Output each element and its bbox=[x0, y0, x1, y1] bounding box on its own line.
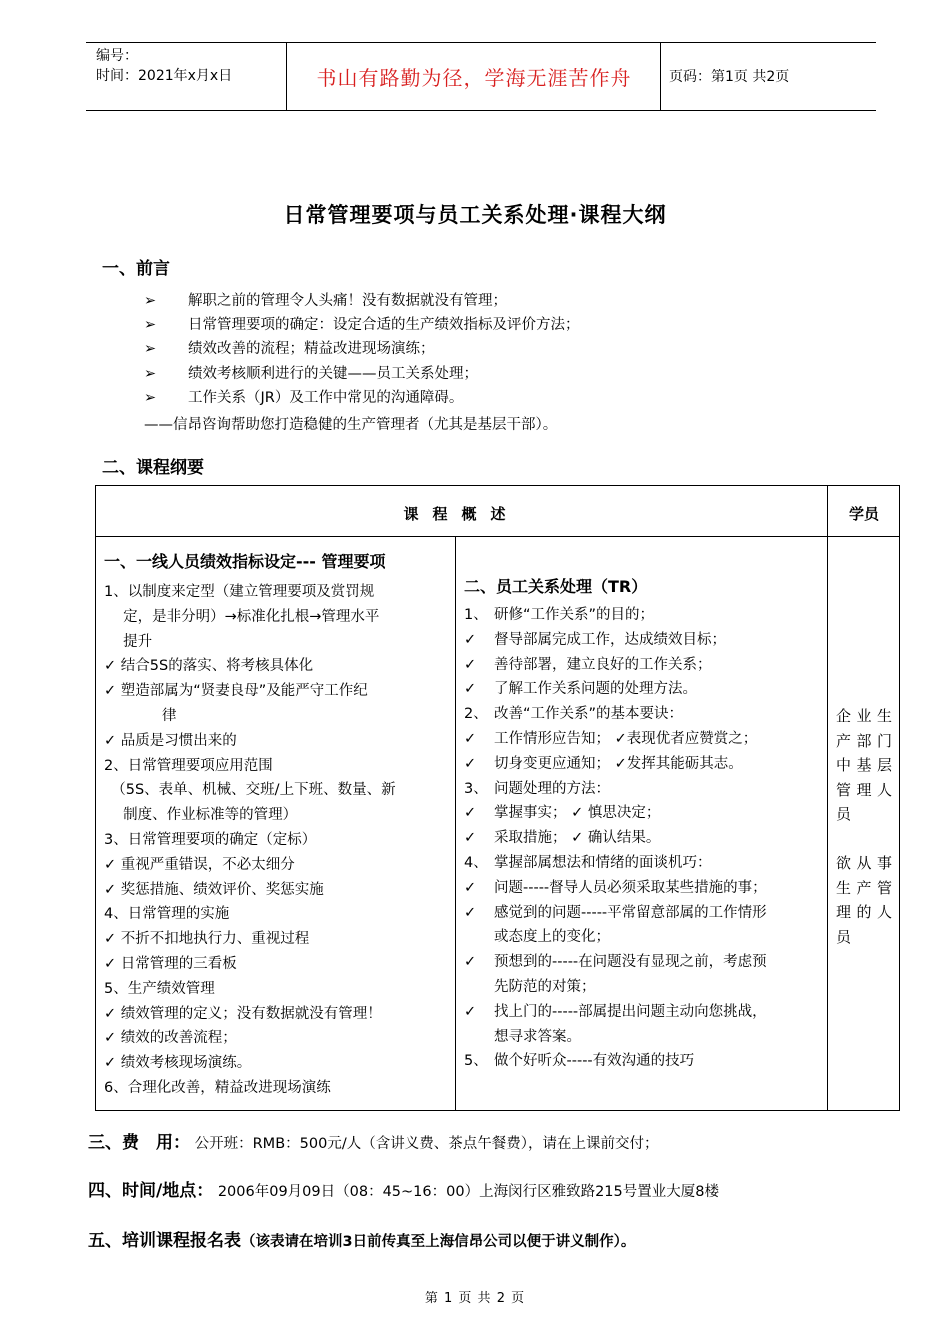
right-column-line bbox=[464, 851, 824, 876]
section-heading-outline: 二、课程纲要 bbox=[102, 458, 204, 478]
table-header-student: 学员 bbox=[848, 505, 879, 523]
right-column-text: 感觉到的问题-----平常留意部属的工作情形 bbox=[494, 904, 767, 921]
left-column-line: ✓ 奖惩措施、绩效评价、奖惩实施 bbox=[104, 881, 324, 898]
arrow-bullet-icon: ➢ bbox=[144, 317, 157, 334]
right-column-text: 督导部属完成工作，达成绩效目标； bbox=[494, 631, 726, 648]
left-column-lines bbox=[104, 580, 449, 1101]
student-line: 管理人 bbox=[836, 780, 892, 799]
preface-note: ——信昂咨询帮助您打造稳健的生产管理者（尤其是基层干部）。 bbox=[144, 417, 558, 433]
right-column-text: 善待部署，建立良好的工作关系； bbox=[494, 656, 712, 673]
right-column-text: 掌握事实； ✓ 慎思决定； bbox=[494, 805, 661, 822]
left-column-line: （5S、表单、机械、交班/上下班、数量、新 bbox=[104, 782, 396, 799]
right-column-text: 预想到的-----在问题没有显现之前，考虑预 bbox=[494, 954, 767, 971]
right-column-line bbox=[464, 801, 824, 826]
item-number: 4、 bbox=[464, 854, 488, 871]
left-column-line: ✓ 日常管理的三看板 bbox=[104, 955, 237, 972]
preface-bullet bbox=[144, 289, 580, 313]
checkmark-icon: ✓ bbox=[464, 656, 477, 673]
right-column-line bbox=[464, 925, 824, 950]
left-column-line: 3、日常管理要项的确定（定标） bbox=[104, 831, 317, 848]
header-divider bbox=[660, 42, 661, 110]
student-line: 企业生 bbox=[836, 707, 892, 725]
left-column-line: 定，是非分明）→标准化扎根→管理水平 bbox=[104, 608, 380, 625]
checkmark-icon: ✓ bbox=[464, 954, 477, 971]
student-line: 员 bbox=[836, 927, 852, 946]
page-footer: 第 1 页 共 2 页 bbox=[424, 1291, 526, 1306]
right-column-text: 想寻求答案。 bbox=[494, 1028, 581, 1045]
preface-bullet bbox=[144, 337, 580, 361]
outline-left-column bbox=[104, 549, 449, 1101]
checkmark-icon: ✓ bbox=[464, 755, 477, 772]
preface-bullet-text: 绩效考核顺利进行的关键——员工关系处理； bbox=[188, 365, 478, 382]
time-location-line bbox=[88, 1176, 719, 1201]
preface-bullet-text: 绩效改善的流程；精益改进现场演练； bbox=[188, 341, 435, 358]
student-group-a bbox=[836, 704, 892, 827]
header-page-number: 页码：第1页 共2页 bbox=[669, 69, 790, 85]
right-column-text: 工作情形应告知； ✓表现优者应赞赏之； bbox=[494, 730, 758, 747]
arrow-bullet-icon: ➢ bbox=[144, 293, 157, 309]
header-meta bbox=[96, 46, 232, 86]
right-column-line bbox=[464, 628, 824, 653]
right-column-line bbox=[464, 653, 824, 678]
left-column-line: 1、以制度来定型（建立管理要项及赏罚规 bbox=[104, 584, 375, 600]
student-line: 理的人 bbox=[836, 903, 892, 921]
checkmark-icon: ✓ bbox=[464, 904, 477, 921]
student-line: 欲从事 bbox=[836, 854, 892, 872]
arrow-bullet-icon: ➢ bbox=[144, 389, 157, 406]
right-column-line bbox=[464, 727, 824, 752]
left-column-line: ✓ 绩效的改善流程； bbox=[104, 1030, 237, 1047]
fee-line bbox=[88, 1128, 658, 1153]
right-column-line bbox=[464, 1025, 824, 1050]
right-column-line bbox=[464, 777, 824, 802]
registration-heading: 五、培训课程报名表 bbox=[88, 1231, 241, 1251]
right-column-line bbox=[464, 603, 824, 628]
preface-bullet-text: 解职之前的管理令人头痛！没有数据就没有管理； bbox=[188, 293, 507, 309]
left-column-line: ✓ 品质是习惯出来的 bbox=[104, 732, 237, 749]
fee-text: 公开班：RMB：500元/人（含讲义费、茶点午餐费），请在上课前交付； bbox=[194, 1136, 659, 1152]
preface-bullet bbox=[144, 386, 580, 410]
header-bottom-rule bbox=[86, 110, 876, 111]
student-line: 员 bbox=[836, 805, 852, 823]
item-number: 2、 bbox=[464, 706, 488, 723]
left-column-line: ✓ 重视严重错误，不必太细分 bbox=[104, 856, 295, 873]
right-column-line bbox=[464, 876, 824, 901]
time-heading: 四、时间/地点： bbox=[88, 1181, 214, 1201]
checkmark-icon: ✓ bbox=[464, 830, 477, 847]
right-column-text: 了解工作关系问题的处理方法。 bbox=[494, 681, 697, 698]
right-column-text: 改善“工作关系”的基本要诀： bbox=[494, 706, 684, 723]
right-column-text: 做个好听众-----有效沟通的技巧 bbox=[494, 1053, 695, 1070]
right-column-title: 二、员工关系处理（TR） bbox=[464, 577, 648, 596]
right-column-text: 问题处理的方法： bbox=[494, 780, 610, 797]
outline-right-column bbox=[464, 574, 824, 1074]
checkmark-icon: ✓ bbox=[464, 1003, 477, 1020]
registration-line bbox=[88, 1226, 635, 1251]
table-header-overview: 课程概述 bbox=[403, 505, 520, 523]
checkmark-icon: ✓ bbox=[464, 805, 477, 822]
right-column-text: 掌握部属想法和情绪的面谈机巧： bbox=[494, 854, 712, 871]
left-column-line: 4、日常管理的实施 bbox=[104, 906, 230, 923]
left-column-line: ✓ 绩效考核现场演练。 bbox=[104, 1055, 252, 1072]
right-column-text: 采取措施； ✓ 确认结果。 bbox=[494, 830, 661, 847]
header-code: 编号： bbox=[96, 48, 138, 64]
student-line: 产部门 bbox=[836, 731, 892, 750]
right-column-text: 切身变更应通知； ✓发挥其能砺其志。 bbox=[494, 755, 743, 772]
left-column-line: 律 bbox=[104, 707, 177, 724]
header-time: 时间：2021年x月x日 bbox=[96, 68, 233, 84]
course-outline-table bbox=[95, 485, 900, 1111]
left-column-line: ✓ 绩效管理的定义；没有数据就没有管理！ bbox=[104, 1005, 382, 1022]
right-column-text: 问题-----督导人员必须采取某些措施的事； bbox=[494, 879, 767, 896]
right-column-line bbox=[464, 975, 824, 1000]
right-column-line bbox=[464, 752, 824, 777]
checkmark-icon: ✓ bbox=[464, 631, 477, 648]
right-column-line bbox=[464, 702, 824, 727]
right-column-line bbox=[464, 950, 824, 975]
checkmark-icon: ✓ bbox=[464, 879, 477, 896]
item-number: 3、 bbox=[464, 780, 488, 797]
table-rule bbox=[827, 486, 828, 1110]
time-text: 2006年09月09日（08：45~16：00）上海闵行区雅致路215号置业大厦8楼 bbox=[217, 1184, 719, 1200]
right-column-text: 找上门的-----部属提出问题主动向您挑战， bbox=[494, 1003, 767, 1020]
header-divider bbox=[286, 42, 287, 110]
left-column-line: ✓ 结合5S的落实、将考核具体化 bbox=[104, 658, 314, 675]
preface-bullet-text: 日常管理要项的确定：设定合适的生产绩效指标及评价方法； bbox=[188, 317, 580, 334]
right-column-line bbox=[464, 901, 824, 926]
right-column-line bbox=[464, 1000, 824, 1025]
preface-bullet bbox=[144, 362, 580, 386]
right-column-line bbox=[464, 826, 824, 851]
left-column-line: ✓ 塑造部属为“贤妻良母”及能严守工作纪 bbox=[104, 683, 368, 700]
checkmark-icon: ✓ bbox=[464, 730, 477, 747]
item-number: 5、 bbox=[464, 1053, 488, 1070]
right-column-line bbox=[464, 677, 824, 702]
document-title: 日常管理要项与员工关系处理·课程大纲 bbox=[283, 203, 667, 227]
item-number: 1、 bbox=[464, 607, 488, 623]
fee-heading: 三、费 用： bbox=[88, 1133, 190, 1153]
student-line: 中基层 bbox=[836, 756, 892, 774]
left-column-line: 5、生产绩效管理 bbox=[104, 980, 215, 997]
right-column-lines bbox=[464, 603, 824, 1074]
table-rule bbox=[96, 536, 899, 537]
student-target-cell bbox=[836, 704, 892, 949]
preface-bullet bbox=[144, 313, 580, 337]
student-line: 生产管 bbox=[836, 878, 892, 897]
left-column-line: 提升 bbox=[104, 633, 153, 650]
preface-bullet-list bbox=[144, 289, 580, 410]
right-column-line bbox=[464, 1049, 824, 1074]
right-column-text: 研修“工作关系”的目的； bbox=[494, 607, 655, 623]
header-top-rule bbox=[86, 42, 876, 43]
left-column-line: 2、日常管理要项应用范围 bbox=[104, 757, 273, 774]
student-group-b bbox=[836, 851, 892, 949]
registration-text: （该表请在培训3日前传真至上海信昂公司以便于讲义制作）。 bbox=[241, 1234, 636, 1250]
left-column-line: 6、合理化改善，精益改进现场演练 bbox=[104, 1079, 331, 1096]
left-column-line: ✓ 不折不扣地执行力、重视过程 bbox=[104, 931, 310, 948]
right-column-text: 先防范的对策； bbox=[494, 978, 596, 995]
preface-bullet-text: 工作关系（JR）及工作中常见的沟通障碍。 bbox=[188, 389, 464, 406]
table-rule bbox=[455, 537, 456, 1111]
arrow-bullet-icon: ➢ bbox=[144, 365, 157, 382]
left-column-title: 一、一线人员绩效指标设定--- 管理要项 bbox=[104, 552, 386, 571]
checkmark-icon: ✓ bbox=[464, 681, 477, 698]
header-motto: 书山有路勤为径，学海无涯苦作舟 bbox=[316, 66, 632, 90]
left-column-line: 制度、作业标准等的管理） bbox=[104, 807, 298, 824]
section-heading-preface: 一、前言 bbox=[102, 259, 170, 279]
arrow-bullet-icon: ➢ bbox=[144, 341, 157, 358]
right-column-text: 或态度上的变化； bbox=[494, 929, 610, 946]
